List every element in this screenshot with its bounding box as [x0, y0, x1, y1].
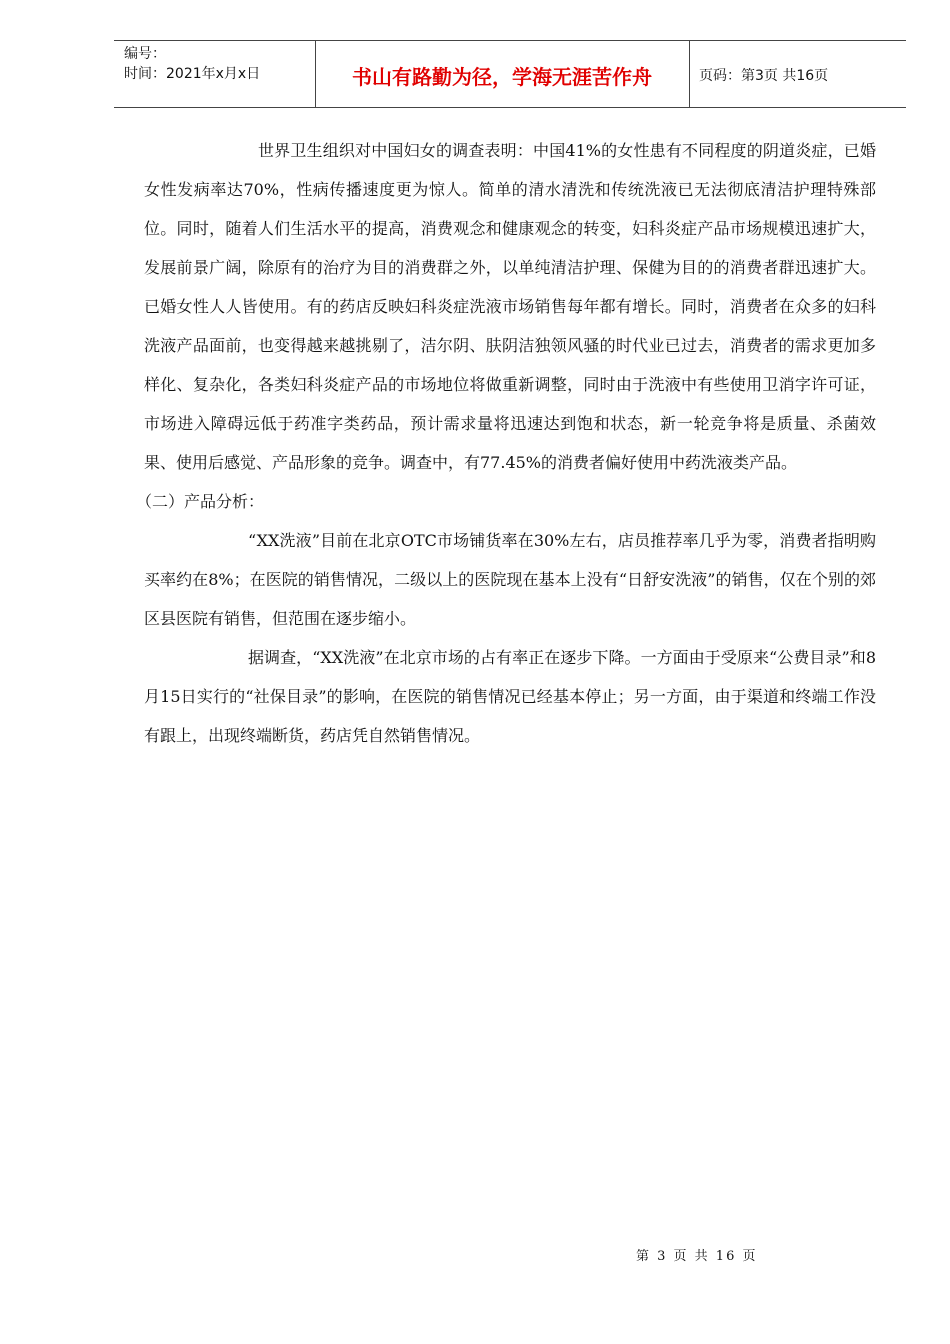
page-header — [114, 40, 906, 108]
header-motto: 书山有路勤为径，学海无涯苦作舟 — [352, 65, 652, 89]
header-divider-right — [689, 41, 690, 107]
paragraph-market-survey: 世界卫生组织对中国妇女的调查表明：中国41%的女性患有不同程度的阴道炎症，已婚女性发病率达70%，性病传播速度更为惊人。简单的清水清洗和传统洗液已无法彻底清洁护理特殊部位。同时，随着人们生活水平的提高，消费观念和健康观念的转变，妇科炎症产品市场规模迅速扩大，发展前景广阔，除原有的治疗为目的消费群之外，以单纯清洁护理、保健为目的的消费者群迅速扩大。已婚女性人人皆使用。有的药店反映妇科炎症洗液市场销售每年都有增长。同时，消费者在众多的妇科洗液产品面前，也变得越来越挑剔了，洁尔阴、肤阴洁独领风骚的时代业已过去，消费者的需求更加多样化、复杂化，各类妇科炎症产品的市场地位将做重新调整，同时由于洗液中有些使用卫消字许可证，市场进入障碍远低于药准字类药品，预计需求量将迅速达到饱和状态，新一轮竞争将是质量、杀菌效果、使用后感觉、产品形象的竞争。调查中，有77.45%的消费者偏好使用中药洗液类产品。 — [144, 141, 876, 472]
paragraph-market-share: 据调查，“XX洗液”在北京市场的占有率正在逐步下降。一方面由于受原来“公费目录”和8月15日实行的“社保目录”的影响，在医院的销售情况已经基本停止；另一方面，由于渠道和终端工作没有跟上，出现终端断货，药店凭自然销售情况。 — [144, 648, 876, 745]
time-label: 时间：2021年x月x日 — [124, 66, 261, 82]
paragraph-product-distribution: “XX洗液”目前在北京OTC市场铺货率在30%左右，店员推荐率几乎为零，消费者指明购买率约在8%；在医院的销售情况，二级以上的医院现在基本上没有“日舒安洗液”的销售，仅在个别的郊区县医院有销售，但范围在逐步缩小。 — [144, 531, 876, 628]
document-body — [136, 131, 876, 755]
number-label: 编号： — [124, 46, 166, 62]
page-footer: 第 3 页 共 16 页 — [636, 1249, 758, 1264]
section-heading-product-analysis: （二）产品分析： — [136, 492, 265, 511]
header-meta — [124, 44, 260, 84]
header-page-label: 页码：第3页 共16页 — [699, 68, 829, 84]
